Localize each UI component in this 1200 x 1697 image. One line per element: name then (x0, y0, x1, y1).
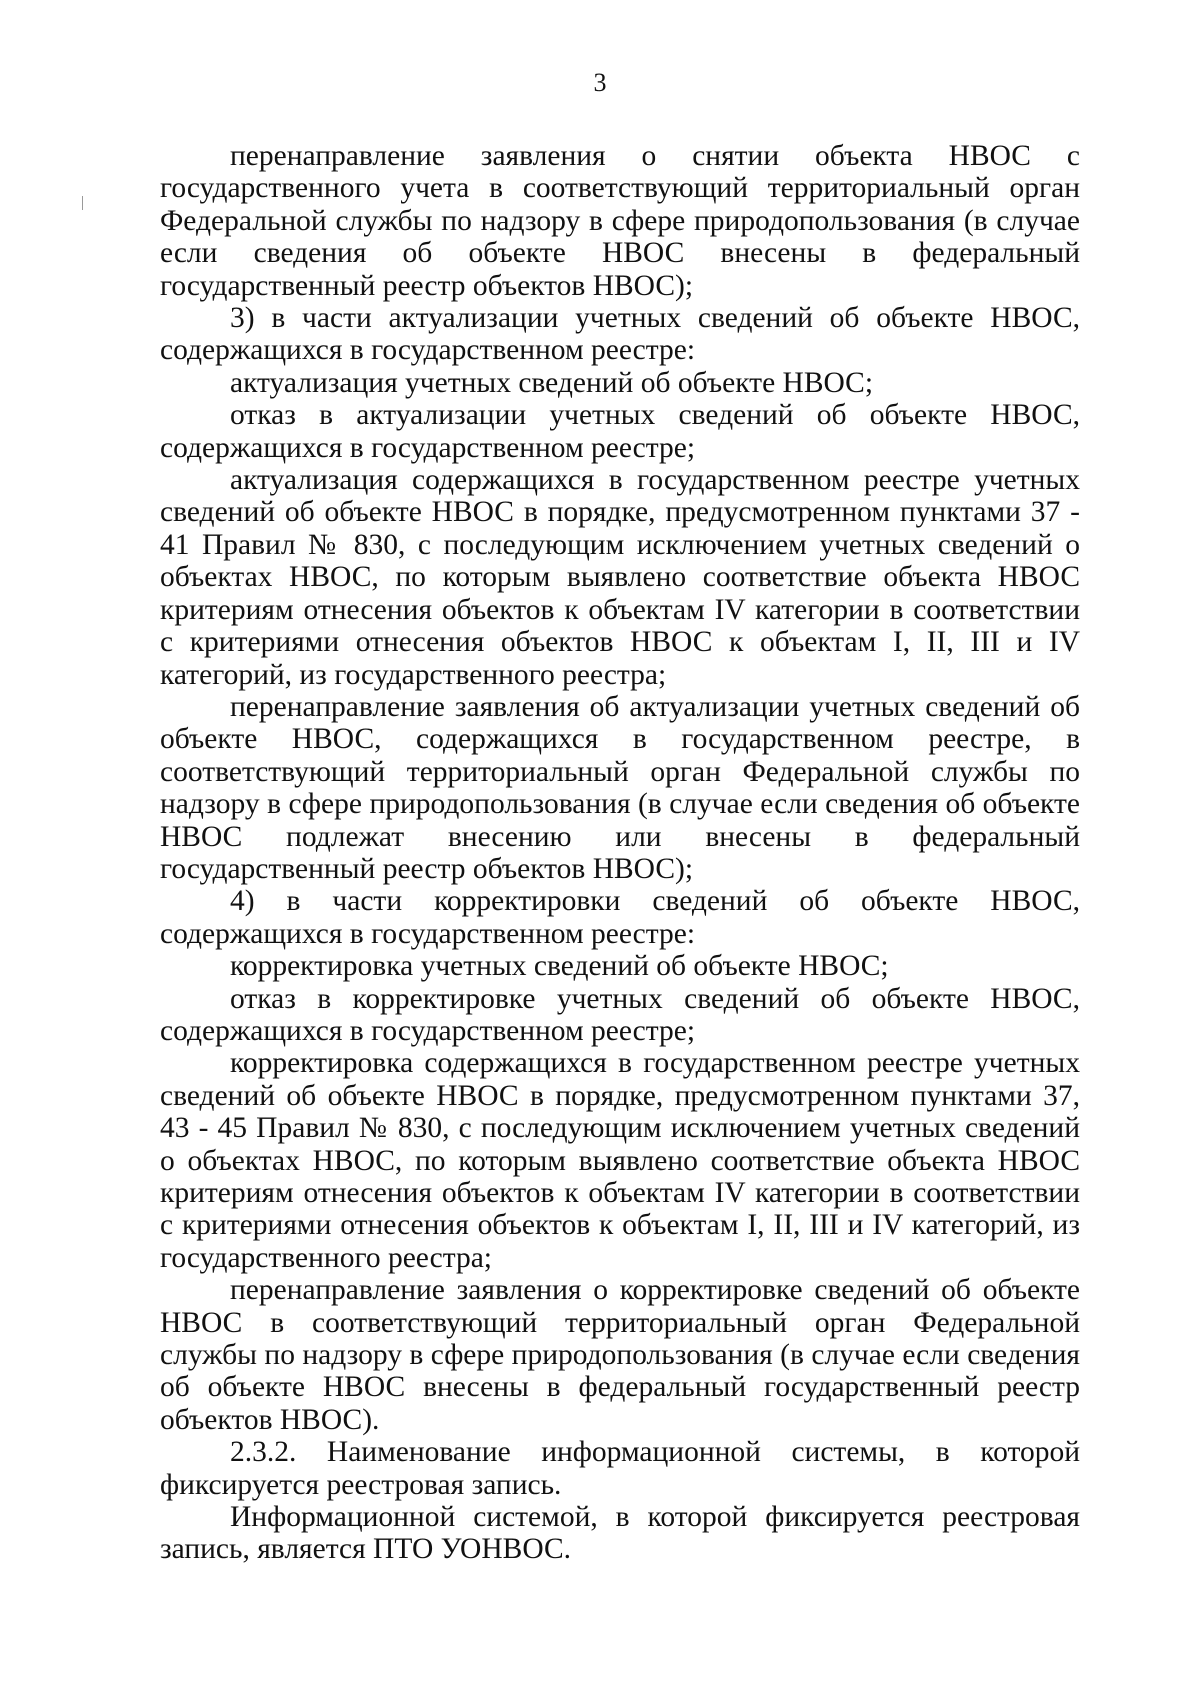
paragraph: Информационной системой, в которой фиксируется реестровая запись, является ПТО УОНВОС. (160, 1501, 1080, 1566)
paragraph: перенаправление заявления о снятии объекта НВОС с государственного учета в соответствующий территориальный орган Федеральной службы по надзору в сфере природопользования (в случае если сведения об объекте НВОС внесены в федеральный государственный реестр объектов НВОС); (160, 140, 1080, 302)
document-body (160, 140, 1080, 1566)
paragraph: перенаправление заявления об актуализации учетных сведений об объекте НВОС, содержащихся в государственном реестре, в соответствующий территориальный орган Федеральной службы по надзору в сфере природопользования (в случае если сведения об объекте НВОС подлежат внесению или внесены в федеральный государственный реестр объектов НВОС); (160, 690, 1080, 885)
paragraph: актуализация содержащихся в государственном реестре учетных сведений об объекте НВОС в порядке, предусмотренном пунктами 37 - 41 Правил № 830, с последующим исключением учетных сведений о объектах НВОС, по которым выявлено соответствие объекта НВОС критериям отнесения объектов к объектам IV категории в соответствии с критериями отнесения объектов НВОС к объектам I, II, III и IV категорий, из государственного реестра; (160, 464, 1080, 691)
paragraph: отказ в актуализации учетных сведений об объекте НВОС, содержащихся в государственном реестре; (160, 399, 1080, 464)
paragraph: корректировка содержащихся в государственном реестре учетных сведений об объекте НВОС в порядке, предусмотренном пунктами 37, 43 - 45 Правил № 830, с последующим исключением учетных сведений о объектах НВОС, по которым выявлено соответствие объекта НВОС критериям отнесения объектов к объектам IV категории в соответствии с критериями отнесения объектов к объектам I, II, III и IV категорий, из государственного реестра; (160, 1047, 1080, 1274)
paragraph: актуализация учетных сведений об объекте НВОС; (230, 366, 874, 399)
page-number: 3 (593, 68, 607, 97)
section-heading-2-3-2: 2.3.2. Наименование информационной системы, в которой фиксируется реестровая запись. (160, 1436, 1080, 1501)
scan-margin-mark (82, 196, 83, 210)
paragraph: корректировка учетных сведений об объекте НВОС; (230, 950, 889, 983)
list-item-actualization: 3) в части актуализации учетных сведений об объекте НВОС, содержащихся в государственном реестре: (160, 302, 1080, 367)
paragraph: перенаправление заявления о корректировке сведений об объекте НВОС в соответствующий территориальный орган Федеральной службы по надзору в сфере природопользования (в случае если сведения об объекте НВОС внесены в федеральный государственный реестр объектов НВОС). (160, 1274, 1080, 1436)
paragraph: отказ в корректировке учетных сведений об объекте НВОС, содержащихся в государственном реестре; (160, 982, 1080, 1047)
list-item-correction: 4) в части корректировки сведений об объекте НВОС, содержащихся в государственном реестре: (160, 885, 1080, 950)
